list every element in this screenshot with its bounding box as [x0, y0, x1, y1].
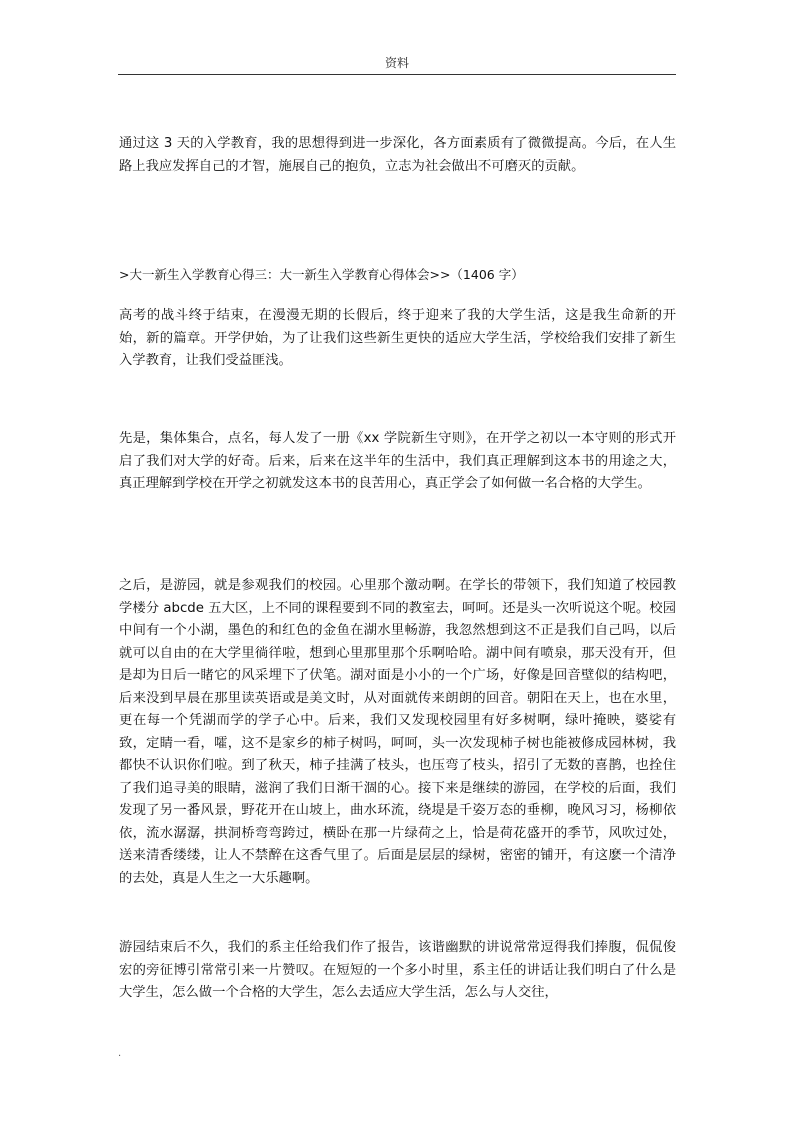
paragraph-3: 先是，集体集合，点名，每人发了一册《xx 学院新生守则》，在开学之初以一本守则的形式开启了我们对大学的好奇。后来，后来在这半年的生活中，我们真正理解到这本书的用途之大，真正理解到学校在开学之初就发这本书的良苦用心，真正学会了如何做一名合格的大学生。	[119, 431, 676, 491]
footer-mark: .	[118, 1048, 122, 1059]
page-header: 资料	[384, 56, 409, 70]
paragraph-2: 高考的战斗终于结束，在漫漫无期的长假后，终于迎来了我的大学生活，这是我生命新的开始，新的篇章。开学伊始，为了让我们这些新生更快的适应大学生活，学校给我们安排了新生入学教育，让我们受益匪浅。	[119, 308, 676, 368]
paragraph-5: 游园结束后不久，我们的系主任给我们作了报告，该谐幽默的讲说常常逗得我们捧腹，侃侃俊宏的旁征博引常常引来一片赞叹。在短短的一个多小时里，系主任的讲话让我们明白了什么是大学生，怎么做一个合格的大学生，怎么去适应大学生活，怎么与人交往，	[119, 940, 676, 1000]
header-rule	[118, 74, 676, 75]
paragraph-1: 通过这 3 天的入学教育，我的思想得到进一步深化，各方面素质有了微微提高。今后，在人生路上我应发挥自己的才智，施展自己的抱负，立志为社会做出不可磨灭的贡献。	[119, 136, 676, 174]
paragraph-4: 之后，是游园，就是参观我们的校园。心里那个激动啊。在学长的带领下，我们知道了校园教学楼分 abcde 五大区，上不同的课程要到不同的教室去，呵呵。还是头一次听说这个呢。校园中间有一个小湖，墨色的和红色的金鱼在湖水里畅游，我忽然想到这不正是我们自己吗，以后就可以自由的在大学里徜徉啦，想到心里那里那个乐啊哈哈。湖中间有喷泉，那天没有开，但是却为日后一睹它的风采埋下了伏笔。湖对面是小小的一个广场，好像是回音壁似的结构吧，后来没到早晨在那里读英语或是美文时，从对面就传来朗朗的回音。朝阳在天上，也在水里，更在每一个凭湖而学的学子心中。后来，我们又发现校园里有好多树啊，绿叶掩映，婆娑有致，定睛一看，嚯，这不是家乡的柿子树吗，呵呵，头一次发现柿子树也能被修成园林树，我都快不认识你们啦。到了秋天，柿子挂满了枝头，也压弯了枝头，招引了无数的喜鹊，也拴住了我们追寻美的眼睛，滋润了我们日渐干涸的心。接下来是继续的游园，在学校的后面，我们发现了另一番风景，野花开在山坡上，曲水环流，绕堤是千姿万态的垂柳，晚风习习，杨柳依依，流水潺潺，拱洞桥弯弯跨过，横卧在那一片绿荷之上，恰是荷花盛开的季节，风吹过处，送来清香缕缕，让人不禁醉在这香气里了。后面是层层的绿树，密密的铺开，有这麽一个清净的去处，真是人生之一大乐趣啊。	[119, 578, 676, 886]
section-title: >大一新生入学教育心得三：大一新生入学教育心得体会>>（1406 字）	[119, 267, 524, 282]
